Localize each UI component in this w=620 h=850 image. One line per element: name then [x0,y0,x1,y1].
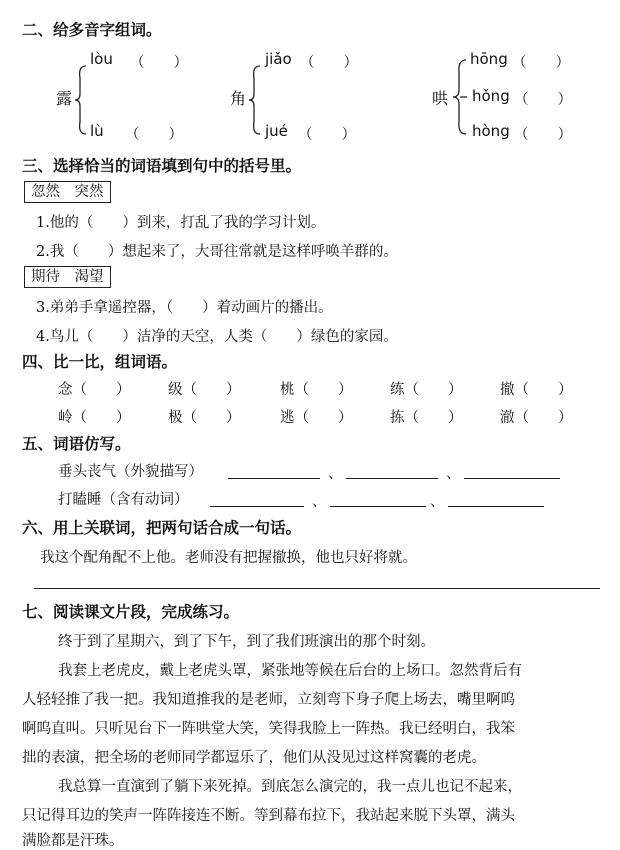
blank-hong3[interactable]: （ ） [514,92,572,108]
compare-item-7[interactable]: 极（ ） [168,410,241,426]
pinyin-lou: lòu [90,50,113,68]
answer-line-2b[interactable] [330,506,426,507]
compare-item-5[interactable]: 撤（ ） [500,382,573,398]
compare-item-3[interactable]: 桃（ ） [280,382,353,398]
separator-2b: 、 [430,494,445,510]
question-3-3[interactable]: 3.弟弟手拿遥控器，（ ）着动画片的播出。 [36,300,333,316]
section-5-title: 五、词语仿写。 [22,435,131,453]
passage-line-6: 我总算一直演到了躺下来死掉。到底怎么演完的，我一点儿也记不起来， [58,779,522,795]
passage-line-2: 我套上老虎皮，戴上老虎头罩，紧张地等候在后台的上场口。忽然背后有 [58,663,522,679]
word-box-1: 忽然 突然 [24,181,111,203]
section-3-title: 三、选择恰当的词语填到句中的括号里。 [22,157,302,175]
separator-1b: 、 [446,466,461,482]
brace-1 [74,64,88,136]
pinyin-jiao: jiǎo [265,50,292,68]
blank-lu[interactable]: （ ） [125,127,183,143]
answer-line-1b[interactable] [346,478,438,479]
compare-item-9[interactable]: 拣（ ） [390,410,463,426]
brace-3 [452,58,468,136]
imitation-prompt-1: 垂头丧气（外貌描写） [58,464,203,480]
question-3-1[interactable]: 1.他的（ ）到来，打乱了我的学习计划。 [36,215,326,231]
sentence-to-combine: 我这个配角配不上他。老师没有把握撤换，他也只好将就。 [40,550,417,566]
answer-line-1a[interactable] [228,478,320,479]
compare-item-10[interactable]: 澈（ ） [500,410,573,426]
answer-line-2a[interactable] [210,506,304,507]
section-4-title: 四、比一比，组词语。 [22,353,178,371]
section-7-title: 七、阅读课文片段，完成练习。 [22,603,240,621]
polyphone-char-1: 露 [56,89,73,108]
blank-jiao[interactable]: （ ） [300,55,358,71]
compare-item-6[interactable]: 岭（ ） [58,410,131,426]
section-2-title: 二、给多音字组词。 [22,21,162,39]
passage-line-5: 拙的表演，把全场的老师同学都逗乐了，他们从没见过这样窝囊的老虎。 [22,750,486,766]
blank-lou[interactable]: （ ） [130,55,188,71]
section-6-title: 六、用上关联词，把两句话合成一句话。 [22,519,302,537]
polyphone-char-3: 哄 [432,89,449,108]
separator-2a: 、 [312,494,327,510]
pinyin-hong1: hōng [470,50,508,68]
question-3-2[interactable]: 2.我（ ）想起来了，大哥往常就是这样呼唤羊群的。 [36,244,398,260]
word-box-2: 期待 渴望 [24,266,111,288]
compare-item-4[interactable]: 练（ ） [390,382,463,398]
blank-jue[interactable]: （ ） [298,127,356,143]
compare-item-1[interactable]: 念（ ） [58,382,131,398]
compare-item-8[interactable]: 逃（ ） [280,410,353,426]
blank-hong1[interactable]: （ ） [512,55,570,71]
pinyin-lu: lù [90,122,104,140]
passage-line-4: 啊呜直叫。只听见台下一阵哄堂大笑，笑得我脸上一阵热。我已经明白，我笨 [22,721,515,737]
polyphone-char-2: 角 [230,89,247,108]
passage-line-1: 终于到了星期六，到了下午，到了我们班演出的那个时刻。 [58,634,435,650]
passage-line-7: 只记得耳边的笑声一阵阵接连不断。等到幕布拉下，我站起来脱下头罩，满头 [22,808,515,824]
pinyin-hong3: hǒng [472,87,510,105]
imitation-prompt-2: 打瞌睡（含有动词） [58,492,189,508]
separator-1a: 、 [328,466,343,482]
question-3-4[interactable]: 4.鸟儿（ ）洁净的天空，人类（ ）绿色的家园。 [36,329,398,345]
answer-line-1c[interactable] [464,478,560,479]
pinyin-hong4: hòng [472,122,510,140]
blank-hong4[interactable]: （ ） [514,127,572,143]
brace-2 [248,64,262,136]
compare-item-2[interactable]: 级（ ） [168,382,241,398]
passage-line-8: 满脸都是汗珠。 [22,833,124,849]
answer-line-2c[interactable] [448,506,544,507]
passage-line-3: 人轻轻推了我一把。我知道推我的是老师，立刻弯下身子爬上场去，嘴里啊呜 [22,692,515,708]
answer-line-6[interactable] [34,588,600,589]
pinyin-jue: jué [265,122,288,140]
